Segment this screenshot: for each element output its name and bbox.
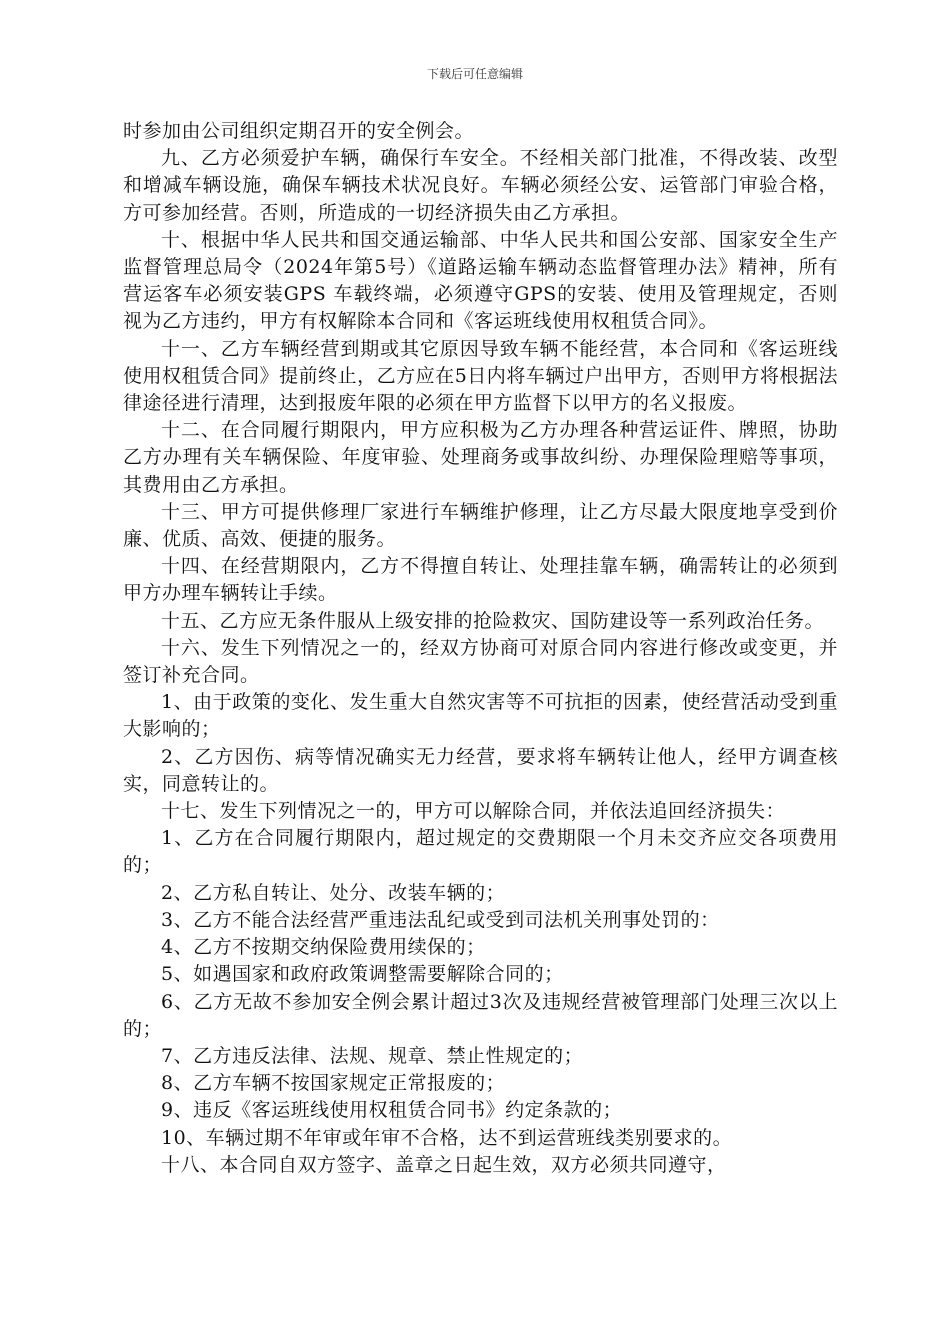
clause-17-item-7: 7、乙方违反法律、法规、规章、禁止性规定的；	[161, 1044, 584, 1067]
clause-9: 九、乙方必须爱护车辆，确保行车安全。不经相关部门批准，不得改装、改型和增减车辆设施，确保车辆技术状况良好。车辆必须经公安、运管部门审验合格，方可参加经营。否则，所造成的一切经济损失由乙方承担。	[123, 147, 838, 224]
clause-11: 十一、乙方车辆经营到期或其它原因导致车辆不能经营，本合同和《客运班线使用权租赁合同》提前终止，乙方应在5日内将车辆过户出甲方，否则甲方将根据法律途径进行清理，达到报废年限的必须在甲方监督下以甲方的名义报废。	[123, 337, 838, 415]
clause-17-item-9: 9、违反《客运班线使用权租赁合同书》约定条款的；	[161, 1099, 623, 1122]
clause-17: 十七、发生下列情况之一的，甲方可以解除合同，并依法追回经济损失：	[161, 800, 786, 823]
clause-17-item-1: 1、乙方在合同履行期限内，超过规定的交费期限一个月未交齐应交各项费用的；	[123, 827, 838, 877]
clause-17-item-10: 10、车辆过期不年审或年审不合格，达不到运营班线类别要求的。	[161, 1126, 733, 1149]
clause-12: 十二、在合同履行期限内，甲方应积极为乙方办理各种营运证件、牌照，协助乙方办理有关车辆保险、年度审验、处理商务或事故纠纷、办理保险理赔等事项，其费用由乙方承担。	[123, 419, 838, 496]
clause-16: 十六、发生下列情况之一的，经双方协商可对原合同内容进行修改或变更，并签订补充合同。	[123, 636, 838, 687]
document-body	[123, 118, 838, 1179]
clause-17-item-4: 4、乙方不按期交纳保险费用续保的；	[161, 936, 486, 959]
paragraph-continuation: 时参加由公司组织定期召开的安全例会。	[123, 120, 475, 142]
clause-17-item-2: 2、乙方私自转让、处分、改装车辆的；	[161, 881, 506, 904]
clause-14: 十四、在经营期限内，乙方不得擅自转让、处理挂靠车辆，确需转让的必须到甲方办理车辆转让手续。	[123, 555, 838, 605]
clause-16-item-1: 1、由于政策的变化、发生重大自然灾害等不可抗拒的因素，使经营活动受到重大影响的；	[123, 691, 838, 741]
clause-10: 十、根据中华人民共和国交通运输部、中华人民共和国公安部、国家安全生产监督管理总局令（2024年第5号）《道路运输车辆动态监督管理办法》精神，所有营运客车必须安装GPS 车载终端，必须遵守GPS的安装、使用及管理规定，否则视为乙方违约，甲方有权解除本合同和《客运班线使用权租赁合同》。	[123, 228, 838, 333]
clause-16-item-2: 2、乙方因伤、病等情况确实无力经营，要求将车辆转让他人，经甲方调查核实，同意转让的。	[123, 745, 838, 795]
clause-17-item-3: 3、乙方不能合法经营严重违法乱纪或受到司法机关刑事处罚的：	[161, 908, 720, 931]
clause-17-item-6: 6、乙方无故不参加安全例会累计超过3次及违规经营被管理部门处理三次以上的；	[123, 990, 838, 1040]
clause-18: 十八、本合同自双方签字、盖章之日起生效，双方必须共同遵守，	[161, 1153, 727, 1176]
clause-17-item-8: 8、乙方车辆不按国家规定正常报废的；	[161, 1072, 506, 1095]
page-header-note: 下载后可任意编辑	[426, 67, 523, 81]
clause-15: 十五、乙方应无条件服从上级安排的抢险救灾、国防建设等一系列政治任务。	[161, 609, 825, 632]
clause-13: 十三、甲方可提供修理厂家进行车辆维护修理，让乙方尽最大限度地享受到价廉、优质、高效、便捷的服务。	[123, 500, 838, 551]
clause-17-item-5: 5、如遇国家和政府政策调整需要解除合同的；	[161, 963, 564, 986]
